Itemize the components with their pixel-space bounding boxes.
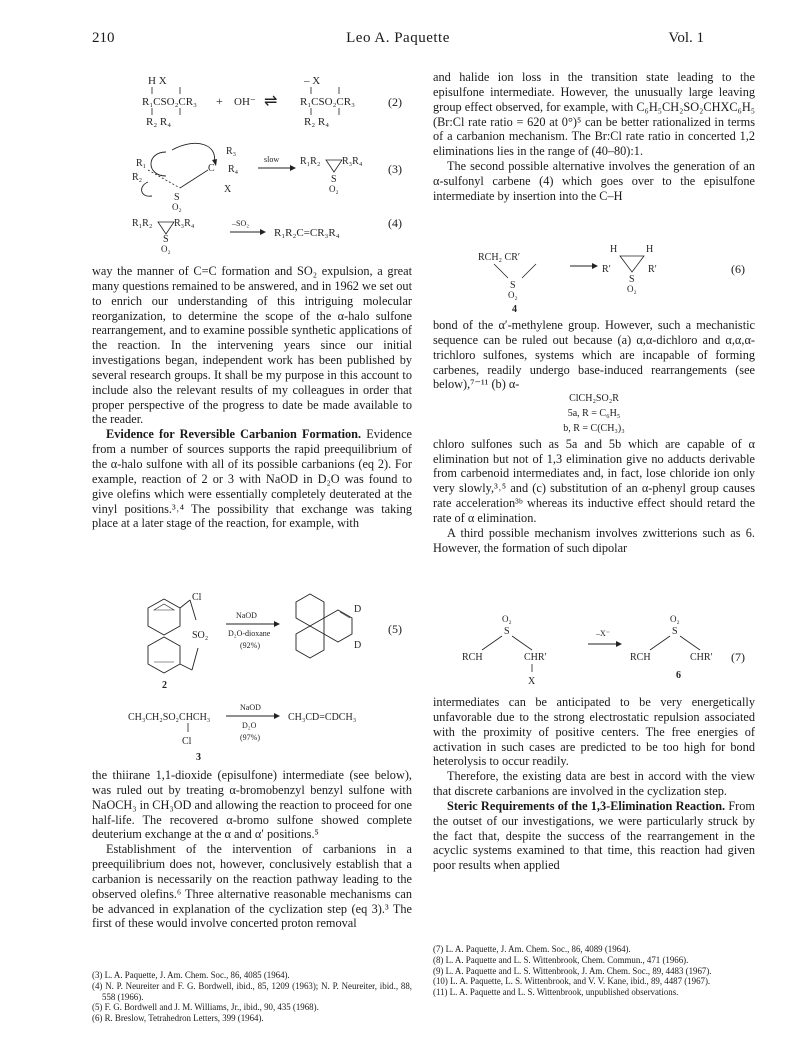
eq3-c: C (208, 163, 215, 174)
left-paragraph-3: the thiirane 1,1-dioxide (episulfone) intermediate (see below), was ruled out by treating α-bromobenzyl benzyl sulfone with NaOCH₃ in CH₃OD and allowing the reaction to proceed for one half-life. The recovered α-bromo sulfone showed complete deuterium exchange at the α and α′ positions.⁵ (92, 768, 413, 842)
footnote-9: (9) L. A. Paquette and L. S. Wittenbrook, J. Am. Chem. Soc., 89, 4483 (1967). (433, 965, 712, 976)
right-footnotes (433, 944, 755, 998)
eq5-d2: D (354, 640, 362, 651)
eq6-h1: H (610, 244, 618, 255)
eq7-o2-left: O₂ (502, 614, 512, 624)
right-paragraph-4: chloro sulfones such as 5a and 5b which are capable of α elimination but not of 1,3 elimination give no adducts derivable from carbenoid intermediates and, in fact, lose chloride ion only very slowly,³˒⁵ and (c) substitution of an α-phenyl group causes rate acceleration³ᵇ whereas its inductive effect should retard the rate of α elimination. (433, 436, 755, 525)
left-paragraph-4: Establishment of the intervention of carbanions in a preequilibrium does not, however, conclusively establish that a carbanion is necessarily on the reaction pathway leading to the observed olefins.⁶ Three alternative reasonable mechanisms can be advanced in explanation of the cyclization step (eq 3).³ The first of these would involve concerted proton removal (92, 842, 412, 931)
equation-5 (128, 590, 398, 750)
section-heading-steric: Steric Requirements of the 1,3-Elimination Reaction. (447, 798, 726, 813)
eq6-h2: H (646, 244, 654, 255)
eq3-product-s: S (331, 174, 337, 185)
footnote-4: (4) N. P. Neureiter and F. G. Bordwell, ibid., 85, 1209 (1963); N. P. Neureiter, ibid., 88, 558 (1966). (92, 980, 412, 1002)
left-column-top (92, 264, 412, 531)
eq7-rch-right: RCH (630, 652, 651, 663)
eq4-arrow-label: –SO₂ (232, 219, 250, 228)
eq2-product-bottom: R₂ R₄ (304, 116, 330, 128)
eq5b-yield: (97%) (240, 733, 260, 742)
eq5-d1: D (354, 604, 362, 615)
right-paragraph-2: The second possible alternative involves the generation of an α-sulfonyl carbene (4) which goes over to the episulfone intermediate by insertion into the C–H (433, 159, 755, 203)
eq3-product-ring-right: R₃R₄ (342, 156, 363, 167)
footnote-8: (8) L. A. Paquette and L. S. Wittenbrook, Chem. Commun., 471 (1966). (433, 954, 689, 965)
running-title: Leo A. Paquette (346, 30, 450, 46)
eq2-arrow: ⇌ (264, 93, 278, 110)
eq5b-solvent: D₂O (242, 721, 257, 730)
left-paragraph-1: way the manner of C=C formation and SO₂ expulsion, a great many questions remained to be answered, and in 1962 we set out to enrich our understanding of this intriguing molecular reorganization, to determine the scope of the α-halo sulfone rearrangement, and to examine possible synthetic applications of the reaction. In the intervening years since our initial investigations began, independent work has been published by several research groups. It shall be my purpose in this account to include also the relevant results of my colleagues in order that proper perspective of the progress to date be made available to the reader. (92, 264, 412, 427)
section-heading-carbanion: Evidence for Reversible Carbanion Formation. (106, 427, 362, 442)
eq5-so2: SO₂ (192, 630, 209, 641)
eq7-s-right: S (672, 626, 678, 637)
eq3-number: (3) (388, 162, 402, 176)
eq6-s: S (510, 280, 516, 291)
eq3-r1: R₁ (136, 158, 147, 169)
eq4-number: (4) (388, 216, 402, 230)
eq7-number: (7) (731, 650, 745, 664)
eq5-reagent: NaOD (236, 611, 257, 620)
eq6-left-top: RCH₂ CR′ (478, 252, 521, 263)
formula-line-1: ClCH₂SO₂R (569, 393, 619, 405)
eq5-solvent: D₂O-dioxane (228, 629, 271, 638)
right-paragraph-5: A third possible mechanism involves zwitterions such as 6. However, the formation of such dipolar (433, 525, 755, 555)
equation-6 (478, 238, 708, 315)
formula-line-2: 5a, R = C₆H₅ (567, 408, 621, 420)
left-column-bottom (92, 768, 412, 931)
page-number: 210 (92, 30, 115, 46)
eq5b-reagent: NaOD (240, 703, 261, 712)
compound-4-label: 4 (512, 304, 517, 315)
eq7-x: X (528, 676, 536, 687)
right-paragraph-7: Therefore, the existing data are best in accord with the view that discrete carbanions are involved in the cyclization step. (433, 769, 755, 799)
eq6-r1: R′ (602, 264, 611, 275)
eq5b-product: CH₃CD=CDCH₃ (288, 712, 357, 723)
eq6-product-s: S (629, 274, 635, 285)
eq3-s: S (174, 192, 180, 203)
equation-2 (128, 72, 408, 134)
eq3-r2: R₂ (132, 172, 143, 183)
right-paragraph-1: and halide ion loss in the transition state leading to the episulfone intermediate. However, the unusually large leaving group effect observed, for example, with C₆H₅CH₂SO₂CHXC₆H₅ (Br:Cl rate ratio = 620 at 0°)⁵ can be better rationalized in terms of a carbanion mechanism. The Br:Cl rate ratio in concerted 1,2 eliminations lies in the range of (40–80):1. (433, 70, 755, 159)
eq6-product-o: O₂ (627, 284, 637, 294)
eq3-o2: O₂ (172, 202, 182, 212)
left-footnotes (92, 970, 412, 1024)
eq3-arrow-label: slow (264, 155, 280, 164)
eq7-chr-right: CHR′ (690, 652, 713, 663)
eq5-number: (5) (388, 622, 402, 636)
eq6-number: (6) (731, 262, 745, 276)
eq7-chr-left: CHR′ (524, 652, 547, 663)
equation-7 (458, 612, 758, 688)
right-column-bottom (433, 695, 755, 873)
footnote-3: (3) L. A. Paquette, J. Am. Chem. Soc., 86, 4085 (1964). (92, 970, 290, 980)
right-column-middle (433, 318, 755, 556)
footnote-11: (11) L. A. Paquette and L. S. Wittenbrook, unpublished observations. (433, 987, 679, 998)
eq4-ring-right: R₃R₄ (174, 218, 195, 229)
eq7-o2-right: O₂ (670, 614, 680, 624)
equation-4 (128, 212, 398, 254)
eq3-x: X (224, 184, 232, 195)
eq5b-reactant: CH₃CH₂SO₂CHCH₃ (128, 712, 211, 723)
eq3-r3: R₃ (226, 146, 237, 157)
eq2-product: R₁CSO₂CR₃ (300, 96, 355, 108)
eq5-cl: Cl (192, 592, 202, 603)
eq2-product-top: – X (304, 75, 321, 87)
eq3-product-o: O₂ (329, 184, 339, 194)
right-paragraph-3: bond of the α′-methylene group. However, such a mechanistic sequence can be ruled out because (a) α,α-dichloro and α,α,α-trichloro sulfones, systems which are incapable of forming carbenes, readily undergo base-induced rearrangements (see below),⁷⁻¹¹ (b) α- (433, 318, 755, 392)
footnote-6: (6) R. Breslow, Tetrahedron Letters, 399 (1964). (92, 1013, 264, 1024)
eq2-reactant-top: H X (148, 75, 167, 87)
eq2-reactant: R₁CSO₂CR₃ (142, 96, 197, 108)
eq3-product-ring-left: R₁R₂ (300, 156, 321, 167)
right-paragraph-8: From the outset of our investigations, we were particularly struck by the fact that, despite the success of the rearrangement in the acyclic systems examined to that time, this reaction had given poor results when applied (433, 798, 755, 873)
eq4-product: R₁R₂C=CR₃R₄ (274, 227, 340, 239)
footnote-7: (7) L. A. Paquette, J. Am. Chem. Soc., 86, 4089 (1964). (433, 944, 631, 954)
compound-6-label: 6 (676, 670, 681, 681)
footnote-5: (5) F. G. Bordwell and J. M. Williams, Jr., ibid., 90, 435 (1968). (92, 1002, 319, 1013)
eq7-rch-left: RCH (462, 652, 483, 663)
eq5-yield: (92%) (240, 641, 260, 650)
eq5b-cl: Cl (182, 736, 192, 747)
right-column-top (433, 70, 755, 204)
eq2-base: OH⁻ (234, 96, 256, 108)
compound-3-label: 3 (196, 752, 201, 763)
eq4-s: S (163, 234, 169, 245)
eq6-o2: O₂ (508, 290, 518, 300)
eq4-ring-left: R₁R₂ (132, 218, 153, 229)
volume-label: Vol. 1 (668, 30, 704, 46)
eq2-plus: + (216, 94, 223, 108)
compound-2-label: 2 (162, 680, 167, 691)
eq7-s-left: S (504, 626, 510, 637)
eq2-reactant-bottom: R₂ R₄ (146, 116, 172, 128)
footnote-10: (10) L. A. Paquette, L. S. Wittenbrook, and V. V. Kane, ibid., 89, 4487 (1967). (433, 976, 711, 987)
eq2-number: (2) (388, 95, 402, 109)
formula-line-3: b, R = C(CH₃)₃ (563, 422, 625, 434)
eq3-r4: R₄ (228, 164, 239, 175)
eq7-arrow-label: –X⁻ (596, 629, 610, 638)
left-paragraph-2: Evidence from a number of sources supports the rapid preequilibrium of the α-halo sulfone with all of its possible carbanions (eq 2). For example, reaction of 2 or 3 with NaOD in D₂O was found to give olefins which were essentially completely deuterated at the vinyl positions.³˒⁴ The possibility that exchange was taking place at a later stage of the reaction, for example, with (92, 427, 412, 531)
eq4-o: O₂ (161, 244, 171, 254)
right-paragraph-6: intermediates can be anticipated to be very energetically unfavorable due to the strong electrostatic repulsion associated with the proximity of positive centers. The free energies of activation in such cases are predicted to be too high for bond heterolysis to occur readily. (433, 695, 755, 769)
page-header (92, 30, 704, 52)
eq6-r2: R′ (648, 264, 657, 275)
equation-3 (128, 140, 398, 210)
